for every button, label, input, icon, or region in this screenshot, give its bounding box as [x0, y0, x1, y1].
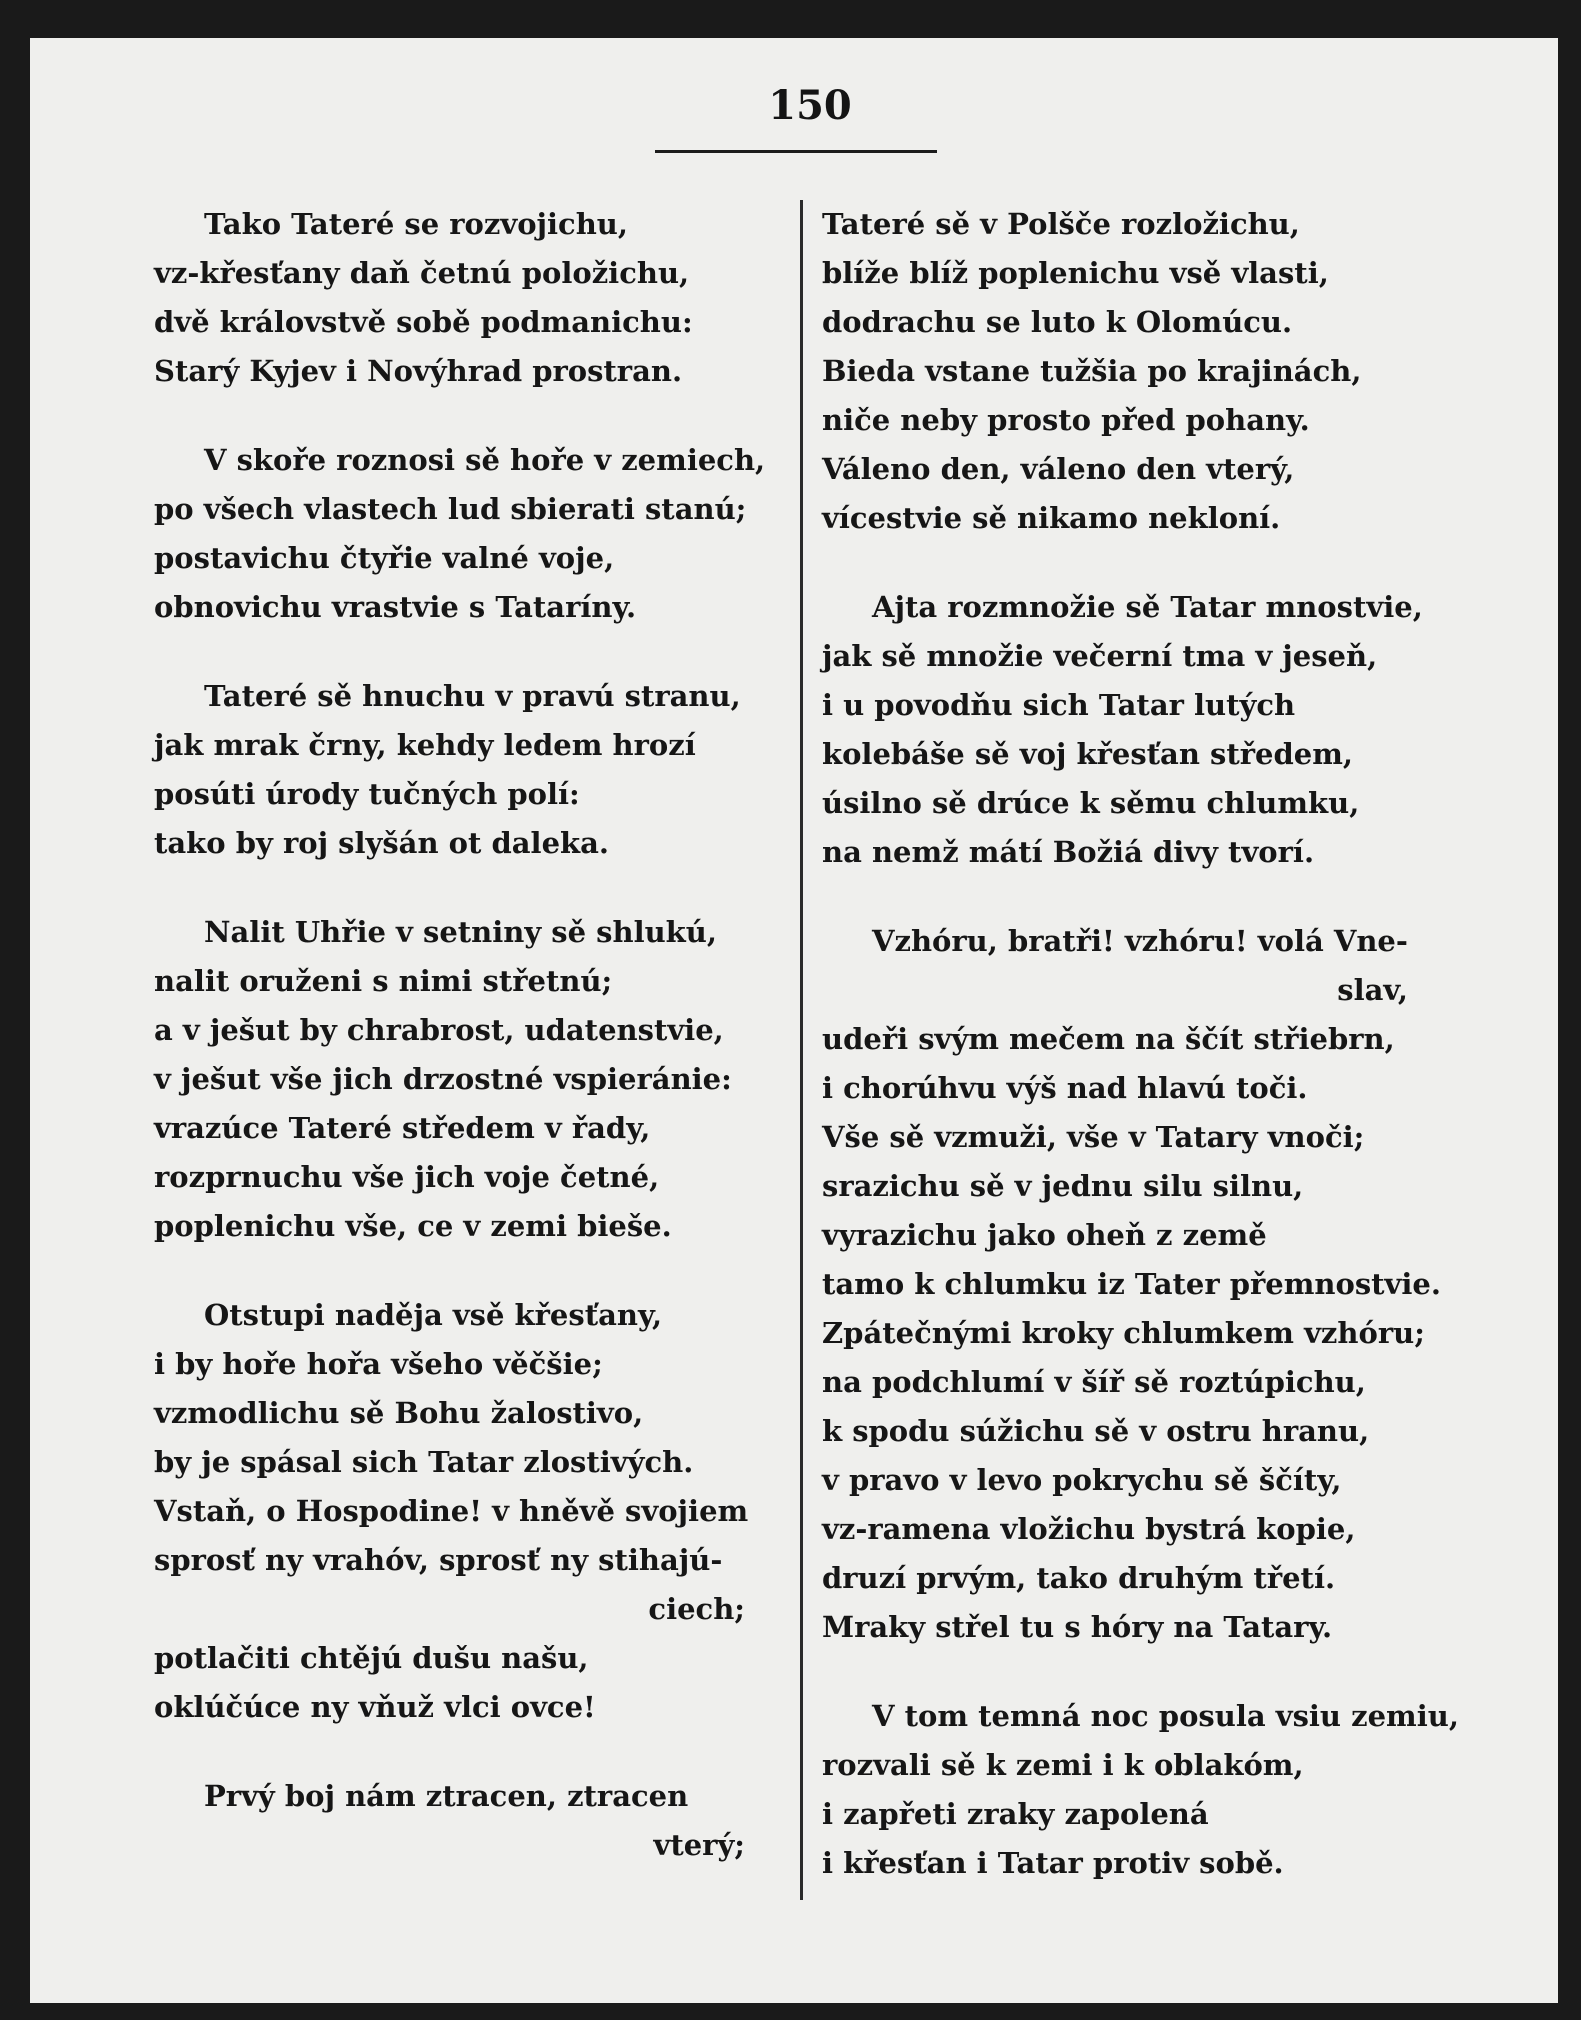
- stanza: [154, 1772, 779, 1870]
- verse-line: vyrazichu jako oheň z země: [822, 1218, 1267, 1252]
- stanza: [154, 1291, 779, 1732]
- verse-line: k spodu súžichu sě v ostru hranu,: [822, 1414, 1370, 1448]
- verse-line: úsilno sě drúce k sěmu chlumku,: [822, 786, 1360, 820]
- verse-line: udeři svým mečem na ščít střiebrn,: [822, 1022, 1395, 1056]
- verse-line: poplenichu vše, ce v zemi bieše.: [154, 1209, 672, 1243]
- verse-line: oklúčúce ny vňuž vlci ovce!: [154, 1690, 596, 1724]
- stanza: [154, 436, 779, 632]
- page-number: 150: [768, 82, 852, 129]
- verse-line: potlačiti chtějú dušu našu,: [154, 1641, 589, 1675]
- column-divider: [800, 200, 803, 1900]
- verse-line: nalit oruženi s nimi střetnú;: [154, 964, 613, 998]
- verse-line: vícestvie sě nikamo nekloní.: [822, 501, 1281, 535]
- verse-line: vrazúce Tateré středem v řady,: [154, 1111, 651, 1145]
- verse-line: kolebáše sě voj křesťan středem,: [822, 737, 1353, 771]
- verse-line: i u povodňu sich Tatar lutých: [822, 688, 1296, 722]
- verse-line: V tom temná noc posula vsiu zemiu,: [872, 1699, 1459, 1733]
- stanza: [822, 917, 1442, 1652]
- verse-line: Vzhóru, bratři! vzhóru! volá Vne-: [872, 924, 1408, 958]
- stanza: [154, 200, 779, 396]
- verse-line: tamo k chlumku iz Tater přemnostvie.: [822, 1267, 1441, 1301]
- verse-line: druzí prvým, tako druhým třetí.: [822, 1561, 1336, 1595]
- verse-line: Otstupi naděja vsě křesťany,: [204, 1298, 663, 1332]
- verse-line-continuation: ciech;: [648, 1592, 745, 1626]
- verse-line: blíže blíž poplenichu vsě vlasti,: [822, 256, 1329, 290]
- verse-line: tako by roj slyšán ot daleka.: [154, 826, 609, 860]
- verse-line: Ajta rozmnožie sě Tatar mnostvie,: [872, 590, 1423, 624]
- verse-line: Vstaň, o Hospodine! v hněvě svojiem: [154, 1494, 749, 1528]
- verse-line: vzmodlichu sě Bohu žalostivo,: [154, 1396, 644, 1430]
- verse-line: jak sě množie večerní tma v jeseň,: [822, 639, 1378, 673]
- verse-line: by je spásal sich Tatar zlostivých.: [154, 1445, 694, 1479]
- verse-line: Tateré sě hnuchu v pravú stranu,: [204, 679, 741, 713]
- verse-line: v ješut vše jich drzostné vspieránie:: [154, 1062, 732, 1096]
- verse-line: niče neby prosto před pohany.: [822, 403, 1310, 437]
- verse-line: Nalit Uhřie v setniny sě shlukú,: [204, 915, 717, 949]
- verse-line: V skoře roznosi sě hoře v zemiech,: [204, 443, 766, 477]
- verse-line: vz-křesťany daň četnú položichu,: [154, 256, 690, 290]
- verse-line-continuation: slav,: [1337, 973, 1408, 1007]
- verse-line: jak mrak črny, kehdy ledem hrozí: [154, 728, 696, 762]
- verse-line: sprosť ny vrahóv, sprosť ny stihajú-: [154, 1543, 723, 1577]
- verse-line: na podchlumí v šíř sě roztúpichu,: [822, 1365, 1366, 1399]
- verse-line: i by hoře hořa všeho věčšie;: [154, 1347, 603, 1381]
- verse-line: v pravo v levo pokrychu sě ščíty,: [822, 1463, 1342, 1497]
- stanza: [822, 1692, 1459, 1888]
- verse-line-continuation: vterý;: [653, 1828, 745, 1862]
- verse-line: postavichu čtyřie valné voje,: [154, 541, 615, 575]
- right-column: [822, 200, 1459, 1928]
- verse-line: Bieda vstane tužšia po krajinách,: [822, 354, 1362, 388]
- verse-line: dvě královstvě sobě podmanichu:: [154, 305, 693, 339]
- left-column: [154, 200, 779, 1910]
- verse-line: vz-ramena vložichu bystrá kopie,: [822, 1512, 1356, 1546]
- verse-line: na nemž mátí Božiá divy tvorí.: [822, 835, 1315, 869]
- verse-line: i chorúhvu výš nad hlavú toči.: [822, 1071, 1308, 1105]
- header-rule: [655, 150, 937, 153]
- verse-line: Tako Tateré se rozvojichu,: [204, 207, 628, 241]
- verse-line: obnovichu vrastvie s Tataríny.: [154, 590, 637, 624]
- verse-line: rozprnuchu vše jich voje četné,: [154, 1160, 660, 1194]
- verse-line: dodrachu se luto k Olomúcu.: [822, 305, 1293, 339]
- verse-line: posúti úrody tučných polí:: [154, 777, 580, 811]
- verse-line: i křesťan i Tatar protiv sobě.: [822, 1846, 1284, 1880]
- verse-line: a v ješut by chrabrost, udatenstvie,: [154, 1013, 724, 1047]
- stanza: [154, 672, 779, 868]
- verse-line: Starý Kyjev i Novýhrad prostran.: [154, 354, 683, 388]
- verse-line: rozvali sě k zemi i k oblakóm,: [822, 1748, 1304, 1782]
- verse-line: srazichu sě v jednu silu silnu,: [822, 1169, 1304, 1203]
- verse-line: Tateré sě v Polšče rozložichu,: [822, 207, 1300, 241]
- verse-line: Vše sě vzmuži, vše v Tatary vnoči;: [822, 1120, 1365, 1154]
- verse-line: Váleno den, váleno den vterý,: [822, 452, 1295, 486]
- stanza: [822, 200, 1442, 543]
- stanza: [154, 908, 779, 1251]
- verse-line: po všech vlastech lud sbierati stanú;: [154, 492, 747, 526]
- verse-line: Prvý boj nám ztracen, ztracen: [204, 1779, 689, 1813]
- verse-line: i zapřeti zraky zapolená: [822, 1797, 1209, 1831]
- verse-line: Zpátečnými kroky chlumkem vzhóru;: [822, 1316, 1425, 1350]
- verse-line: Mraky střel tu s hóry na Tatary.: [822, 1610, 1333, 1644]
- stanza: [822, 583, 1442, 877]
